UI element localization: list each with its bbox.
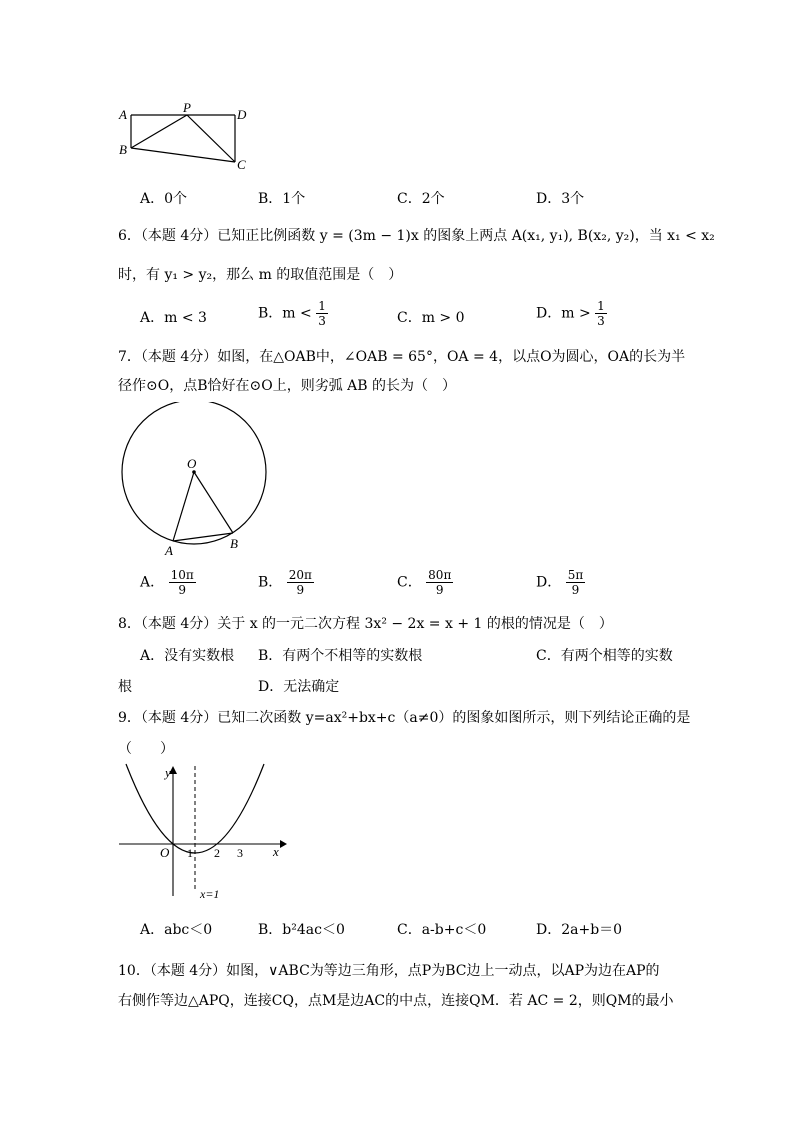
q7-option-c-prefix: C． <box>397 574 422 591</box>
q10-line2: 右侧作等边△APQ，连接CQ，点M是边AC的中点，连接QM．若 AC = 2，则QM的最小 <box>118 993 674 1009</box>
fig7-label-a: A <box>165 543 173 558</box>
q7-option-d-num: 5π <box>567 568 584 582</box>
q6-option-b-fraction <box>316 299 328 328</box>
q8-line1: 8．（本题 4分）关于 x 的一元二次方程 3x² − 2x = x + 1 的根的情况是（ ） <box>118 616 613 632</box>
q7-option-b-num: 20π <box>288 568 312 582</box>
q7-option-a-den: 9 <box>178 583 186 597</box>
q7-option-a-prefix: A． <box>140 574 165 591</box>
q7-line2: 径作⊙O，点B恰好在⊙O上，则劣弧 AB 的长为（ ） <box>118 378 457 394</box>
q9-option-d: D．2a+b＝0 <box>536 922 623 938</box>
q6-line2: 时，有 y₁ > y₂，那么 m 的取值范围是（ ） <box>118 267 403 283</box>
q7-option-c <box>397 568 453 597</box>
q8-option-c: C．有两个相等的实数 <box>536 648 673 664</box>
q7-option-c-fraction <box>426 568 453 597</box>
q8-option-c-cont: 根 <box>118 679 132 695</box>
q10-line1: 10．（本题 4分）如图，∨ABC为等边三角形，点P为BC边上一动点，以AP为边在AP的 <box>118 963 660 979</box>
rectangle-figure <box>115 100 255 172</box>
q7-option-b-fraction <box>287 568 314 597</box>
q6-option-b-num: 1 <box>318 299 326 313</box>
q5-option-d: D．3个 <box>536 191 585 207</box>
q7-option-c-den: 9 <box>435 583 444 597</box>
fig9-axis-label: x=1 <box>200 887 220 901</box>
q6-option-d-num: 1 <box>597 299 605 313</box>
q6-option-c: C．m > 0 <box>397 310 465 326</box>
fig9-label-o: O <box>160 845 170 860</box>
q5-option-c: C．2个 <box>397 191 445 207</box>
q7-option-a-num: 10π <box>170 568 194 582</box>
q6-option-d-den: 3 <box>597 314 605 328</box>
q7-line1: 7．（本题 4分）如图，在△OAB中，∠OAB = 65°，OA = 4，以点O为圆心，OA的长为半 <box>118 349 686 365</box>
q9-line2: （ ） <box>118 741 174 757</box>
q7-option-a <box>140 568 196 597</box>
fig7-label-b: B <box>230 536 238 551</box>
fig9-tick-1: 1 <box>187 846 193 860</box>
q9-option-c: C．a-b+c＜0 <box>397 922 487 938</box>
q7-option-b <box>258 568 314 597</box>
q6-option-a: A．m < 3 <box>140 310 207 326</box>
q5-option-b: B．1个 <box>258 191 306 207</box>
q7-option-a-fraction <box>169 568 196 597</box>
q6-option-d <box>536 299 607 328</box>
q6-option-d-prefix: D．m > <box>536 305 591 322</box>
fig5-label-b: B <box>119 142 127 157</box>
parabola-figure <box>115 762 290 902</box>
q6-line1: 6．（本题 4分）已知正比例函数 y = (3m − 1)x 的图象上两点 A(x₁, y₁), B(x₂, y₂)，当 x₁ < x₂ <box>118 228 715 244</box>
q6-option-d-fraction <box>595 299 607 328</box>
q6-option-b-prefix: B．m < <box>258 305 312 322</box>
fig9-label-x: x <box>273 844 279 859</box>
q7-option-d-den: 9 <box>571 583 580 597</box>
q7-option-c-num: 80π <box>428 568 452 582</box>
q8-option-a: A．没有实数根 <box>140 648 235 664</box>
q8-option-d: D．无法确定 <box>258 679 340 695</box>
fig5-label-d: D <box>237 107 247 122</box>
q7-option-b-prefix: B． <box>258 574 283 591</box>
q7-option-b-den: 9 <box>296 583 305 597</box>
fig9-tick-2: 2 <box>214 846 220 860</box>
fig7-label-o: O <box>187 456 197 471</box>
fig9-tick-3: 3 <box>237 846 243 860</box>
q7-option-d-fraction <box>566 568 586 597</box>
fig5-label-c: C <box>237 157 246 172</box>
fig9-label-y: y <box>165 765 171 780</box>
q5-option-a: A．0个 <box>140 191 188 207</box>
q6-option-b-den: 3 <box>318 314 326 328</box>
q9-option-a: A．abc＜0 <box>140 922 213 938</box>
fig5-label-a: A <box>119 107 127 122</box>
circle-figure <box>115 402 275 562</box>
q9-option-b: B．b²4ac＜0 <box>258 922 345 938</box>
q9-line1: 9．（本题 4分）已知二次函数 y=ax²+bx+c（a≠0）的图象如图所示，则下列结论正确的是 <box>118 710 691 726</box>
fig5-label-p: P <box>183 100 191 115</box>
q7-option-d <box>536 568 585 597</box>
q6-option-b <box>258 299 328 328</box>
q8-option-b: B．有两个不相等的实数根 <box>258 648 423 664</box>
q7-option-d-prefix: D． <box>536 574 562 591</box>
